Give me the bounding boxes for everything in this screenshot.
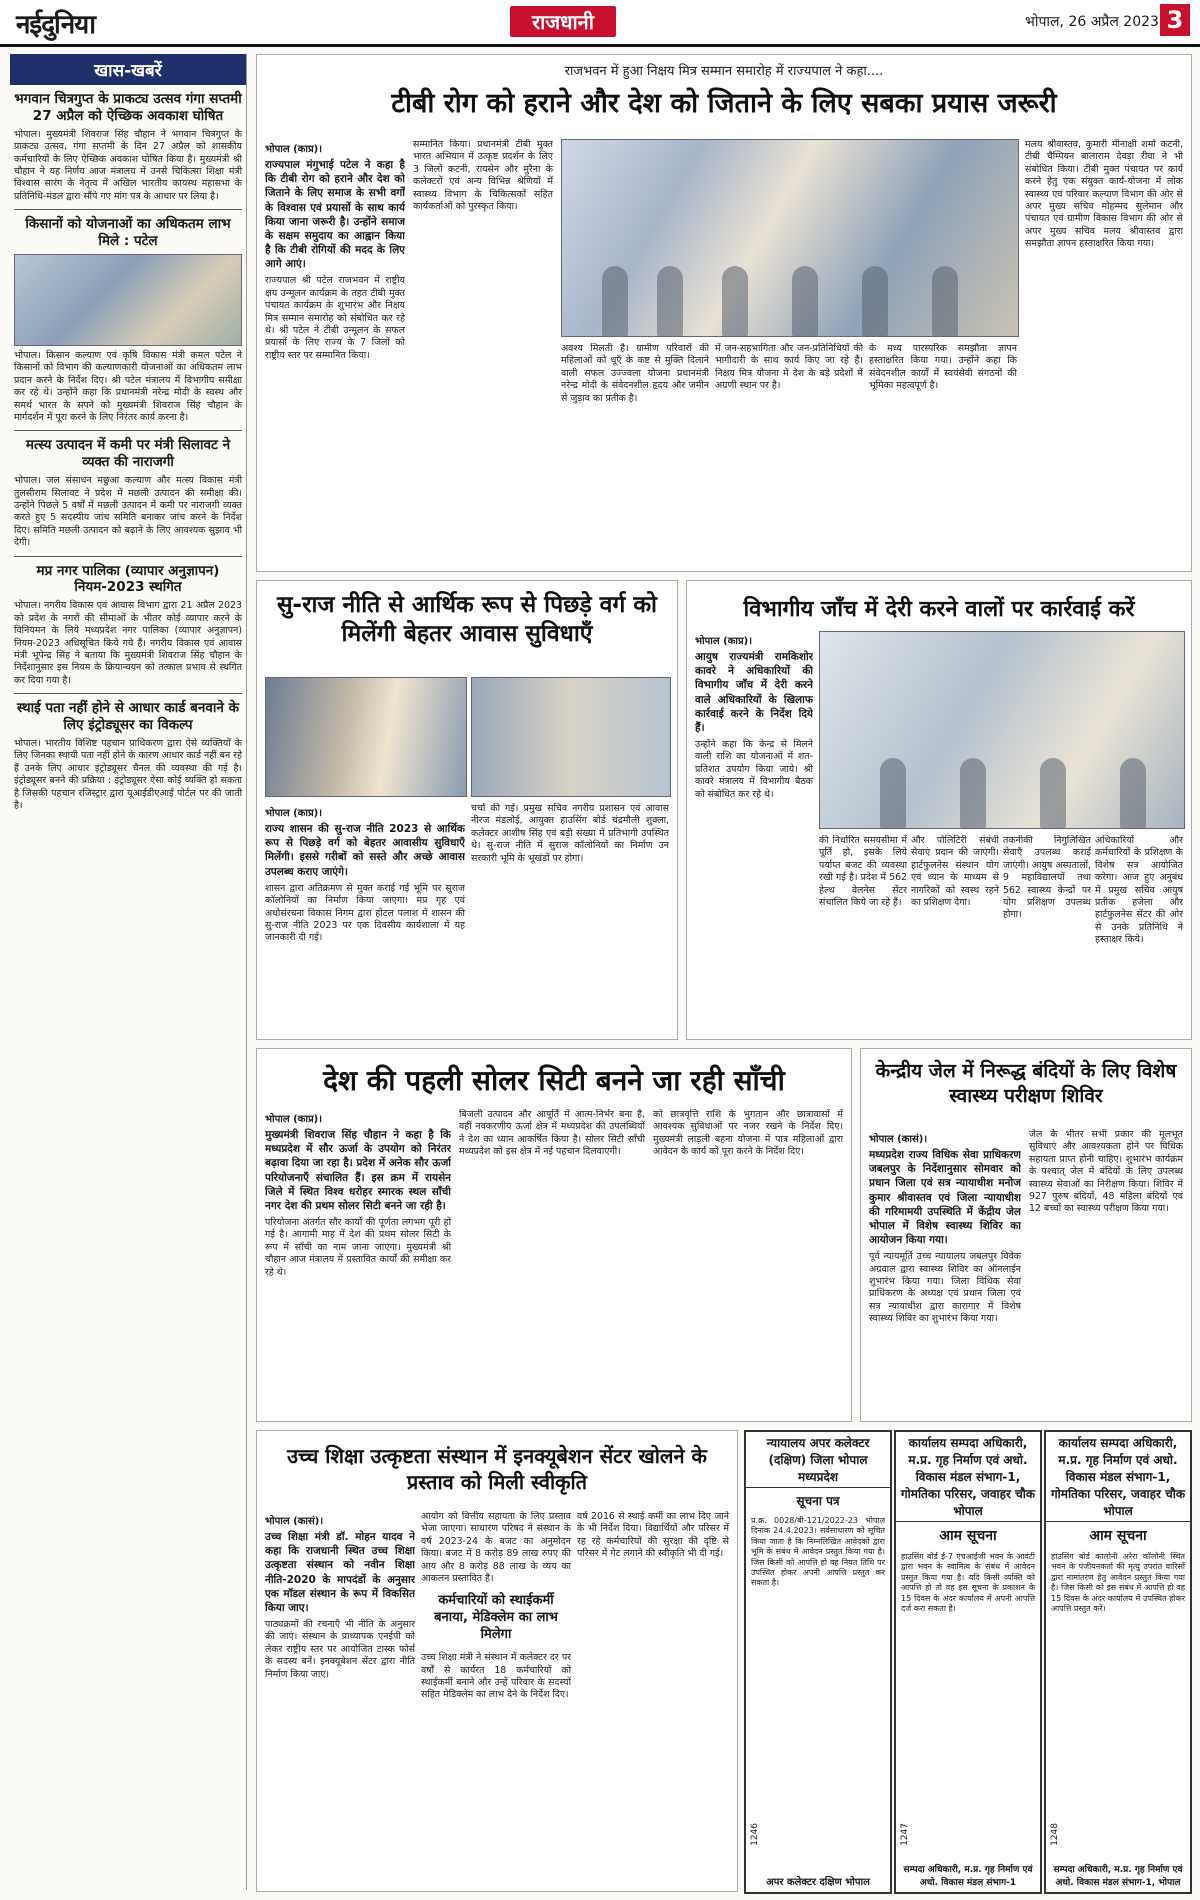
brand-logo: नईदुनिया (16, 10, 95, 40)
body-text: में जन-सहभागिता और जन-प्रतिनिधियों की भागीदारी के साथ कार्य किए जा रहे हैं। निक्षय मित्र योजना में देश के बड़े प्रदेशों में अग्रणी स्थान पर है। (715, 343, 863, 392)
story-column (421, 1511, 571, 1885)
byline: भोपाल (काप्र)। (265, 808, 323, 819)
masthead (0, 0, 1200, 47)
divider (14, 430, 242, 431)
body-text: की निर्धारित समयसीमा में पूर्ति हो, इसके लिये पर्याप्त बजट की व्यवस्था रखी गई है। प्रदेश में 562 हेल्थ वेलनेस सेंटर संचालित किये जा रहे हैं। (819, 835, 907, 909)
kicker: राजभवन में हुआ निक्षय मित्र सम्मान समारोह में राज्यपाल ने कहा.... (564, 64, 884, 79)
lead-paragraph: राज्यपाल मंगुभाई पटेल ने कहा है कि टीबी रोग को हराने और देश को जिताने के लिए समाज के सभी वर्गों के विश्वास एवं प्रयासों के साथ कार्य किया जाना जरूरी है। उन्होंने समाज के सक्षम समुदाय का आह्वान किया है कि टीबी रोगियों की मदद के लिए आगे आएं। (265, 159, 405, 271)
brief-headline: मप्र नगर पालिका (व्यापार अनुज्ञापन) नियम-2023 स्थगित (36, 562, 220, 596)
notice-heading: कार्यालय सम्पदा अधिकारी, म.प्र. गृह निर्माण एवं अधो. विकास मंडल संभाग-1, गोमतिका परिसर, जवाहर चौक भोपाल (896, 1432, 1040, 1522)
notice-signatory: अपर कलेक्टर दक्षिण भोपाल (766, 1877, 870, 1888)
byline: भोपाल (काप्र)। (265, 1114, 323, 1125)
story-column (561, 343, 709, 565)
story-column (1095, 835, 1183, 1033)
story-column (413, 139, 553, 565)
headline: उच्च शिक्षा उत्कृष्टता संस्थान में इनक्यूबेशन सेंटर खोलने के प्रस्ताव को मिली स्वीकृति (287, 1444, 707, 1494)
page-number: 3 (1160, 4, 1190, 36)
headline: सु-राज नीति से आर्थिक रूप से पिछड़े वर्ग को मिलेंगी बेहतर आवास सुविधाएँ (276, 592, 658, 647)
body-text: राज्यपाल श्री पटेल राजभवन में राष्ट्रीय क्षय उन्मूलन कार्यक्रम के तहत टीबी मुक्त पंचायत कार्यक्रम के शुभारंभ और निक्षय मित्र सम्मान समारोह को संबोधित कर रहे थे। श्री पटेल ने टीबी उन्मूलन के सफल प्रयासों के लिए राज्य के 7 जिलों को राष्ट्रीय स्तर पर सम्मानित किया। (265, 275, 405, 361)
body-text: अवश्य मिलती है। ग्रामीण परिवारों की महिलाओं को धूएँ के कष्ट से मुक्ति दिलाने वाली सफल उज्ज्वला योजना प्रधानमंत्री नरेन्द्र मोदी के संवेदनशील हृदय और जमीन से जुड़ाव का प्रतीक है। (561, 343, 709, 404)
notice-subheading: आम सूचना (1089, 1528, 1147, 1544)
brief-headline: स्थाई पता नहीं होने से आधार कार्ड बनवाने के लिए इंट्रोड्यूसर का विकल्प (17, 700, 239, 734)
audience-photo (471, 677, 671, 797)
story-column (869, 343, 1017, 565)
story-column (459, 1109, 645, 1415)
body-text: उच्च शिक्षा मंत्री ने संस्थान में कलेक्टर दर पर वर्षों से कार्यरत 18 कर्मचारियों को स्थाईकर्मी बनाने और उन्हें परिवार के सदस्यों सहित मेडिक्लेम का लाभ देने के निर्देश दिए। (421, 1652, 571, 1701)
ayush-story (686, 580, 1192, 1040)
story-column (265, 139, 405, 565)
lead-story (256, 54, 1192, 572)
story-column (577, 1511, 729, 1885)
divider (14, 693, 242, 694)
body-text: जेल के भीतर सभी प्रकार की मूलभूत सुविधाएं और आवश्यकता होने पर विधिक सहायता प्राप्त होनी चाहिए। शुभारंभ कार्यक्रम के पश्चात् जेल में बंदियों के लिए उपलब्ध स्वास्थ्य सेवाओं का निरीक्षण किया। शिविर में 927 पुरुष बंदियों, 48 महिला बंदियों एवं 12 बच्चों का स्वास्थ्य परीक्षण किया गया। (1029, 1129, 1183, 1215)
lead-paragraph: उच्च शिक्षा मंत्री डॉ. मोहन यादव ने कहा कि राजधानी स्थित उच्च शिक्षा उत्कृष्टता संस्थान को नवीन शिक्षा नीति-2020 के मापदंडों के अनुसार एक मॉडल संस्थान के रूप में विकसित किया जाए। (265, 1531, 415, 1614)
lead-paragraph: राज्य शासन की सु-राज नीति 2023 से आर्थिक रूप से पिछड़े वर्ग को बेहतर आवासीय सुविधाएँ मिलेंगी। इससे गरीबों को सस्ते और अच्छे आवास उपलब्ध कराए जाएंगे। (265, 823, 465, 878)
legal-notice (744, 1430, 892, 1894)
body-text: चर्चा की गई। प्रमुख सचिव नगरीय प्रशासन एवं आवास नीरज मंडलोई, आयुक्त हाउसिंग बोर्ड चंद्रमौली शुक्ला, कलेक्टर आशीष सिंह एवं बड़ी संख्या में प्रतिभागी उपस्थित थे। सु-राज नीति में सुराज कॉलोनियों का निर्माण उन सरकारी भूमि के भूखंडों पर होगा। (471, 803, 669, 864)
brief-body: भोपाल। मुख्यमंत्री शिवराज सिंह चौहान ने भगवान चित्रगुप्त के प्राकट्य उत्सव, गंगा सप्तमी के दिन 27 अप्रैल को शासकीय कर्मचारियों के लिए ऐच्छिक अवकाश घोषित किया है। मुख्यमंत्री श्री चौहान ने यह निर्णय आज मंत्रालय में उनसे चिकित्सा शिक्षा मंत्री विश्वास सारंग के नेतृत्व में अखिल भारतीय कायस्थ महासभा के प्रतिनिधि-मंडल द्वारा सौंपे गए मांग पत्र के आधार पर लिया है। (14, 128, 242, 202)
byline: भोपाल (कासं)। (265, 1516, 324, 1527)
body-text: पूर्व न्यायमूर्ति उच्च न्यायालय जबलपुर विवेक अग्रवाल द्वारा स्वास्थ्य शिविर का ऑनलाईन शुभारंभ किया गया। जिला विधिक सेवा प्राधिकरण के अध्यक्ष एवं प्रधान जिला एवं सत्र न्यायाधीश द्वारा कारागार में विशेष स्वास्थ्य शिविर का शुभारंभ किया गया। (869, 1251, 1021, 1325)
meeting-photo (14, 254, 242, 346)
body-text: के मध्य पारस्परिक समझौता ज्ञापन हस्ताक्षरित किया गया। उन्होंने कहा कि संवेदनशील कार्यों में स्वयंसेवी संगठनों की भूमिका महत्वपूर्ण है। (869, 343, 1017, 392)
divider (14, 209, 242, 210)
headline: विभागीय जाँच में देरी करने वालों पर कार्रवाई करें (743, 597, 1135, 622)
solar-city-story (256, 1048, 852, 1422)
notice-subheading: आम सूचना (939, 1528, 997, 1544)
story-column (265, 803, 465, 1033)
notice-signatory: सम्पदा अधिकारी, म.प्र. गृह निर्माण एवं अधो. विकास मंडल संभाग-1 (903, 1865, 1033, 1888)
byline: भोपाल (कासं)। (869, 1134, 928, 1145)
body-text: अधिकारियों और कर्मचारियों के प्रशिक्षण के विशेष सत्र आयोजित करेगा। आज हुए अनुबंध में प्रमुख सचिव आयुष प्रतीक हजेला और हार्टफुलनेस सेंटर की ओर से उनके प्रतिनिधि ने हस्ताक्षर किये। (1095, 835, 1183, 946)
lead-paragraph: मध्यप्रदेश राज्य विधिक सेवा प्राधिकरण जबलपुर के निर्देशानुसार सोमवार को प्रधान जिला एवं सत्र न्यायाधीश मनोज कुमार श्रीवास्तव एवं जिला न्यायाधीश की गरिमामयी उपस्थिति में केंद्रीय जेल भोपाल में विशेष स्वास्थ्य शिविर का आयोजन किया गया। (869, 1149, 1021, 1247)
main-content (256, 54, 1190, 1890)
notice-body: प्र.क्र. 0028/बी-121/2022-23 भोपाल दिनांक 24.4.2023। सर्वसाधारण को सूचित किया जाता है कि निम्नलिखित आवेदकों द्वारा भूमि के संबंध में आवेदन प्रस्तुत किया गया है। जिस किसी को आपत्ति हो वह नियत तिथि पर उपस्थित होकर अपनी आपत्ति प्रस्तुत कर सकता है। (751, 1516, 885, 1588)
brief-headline: मत्स्य उत्पादन में कमी पर मंत्री सिलावट ने व्यक्त की नाराजगी (25, 437, 231, 471)
lead-paragraph: मुख्यमंत्री शिवराज सिंह चौहान ने कहा है कि मध्यप्रदेश में सौर ऊर्जा के उपयोग को निरंतर बढ़ावा दिया जा रहा है। प्रदेश में अनेक सौर ऊर्जा परियोजनाएँ संचालित हैं। इस क्रम में रायसेन जिले में स्थित विश्व धरोहर स्मारक स्थल साँची नगर देश की प्रथम सोलर सिटी बनने जा रही है। (265, 1129, 451, 1212)
legal-notice (1044, 1430, 1192, 1894)
body-text: परियोजना अंतर्गत सौर कार्यों की पूर्णता लगभग पूरी हो गई है। आगामी माह में देश की प्रथम सोलर सिटी के रूप में साँची का नाम जाना जाएगा। मुख्यमंत्री श्री चौहान आज मंत्रालय में प्रस्तावित कार्यों की समीक्षा कर रहे थे। (265, 1217, 451, 1278)
story-column (911, 835, 999, 1033)
notice-number: 1248 (1050, 1823, 1060, 1846)
higher-education-story (256, 1430, 738, 1892)
notice-number: 1247 (900, 1823, 910, 1846)
section-tag: राजधानी (510, 6, 616, 37)
body-text: बिजली उत्पादन और आपूर्ति में आत्म-निर्भर बना है, वहीं नवकरणीय ऊर्जा क्षेत्र में मध्यप्रदेश की उपलब्धियों ने देश का ध्यान आकर्षित किया है। सोलर सिटी साँची मध्यप्रदेश को इस क्षेत्र में नई पहचान दिलवाएगी। (459, 1109, 645, 1158)
brief-body: भोपाल। किसान कल्याण एवं कृषि विकास मंत्री कमल पटेल ने किसानों को विभाग की कल्याणकारी योजनाओं का अधिकतम लाभ प्रदान करने के निर्देश दिए। श्री पटेल मंत्रालय में विभागीय समीक्षा कर रहे थे। उन्होंने कहा कि प्रधानमंत्री नरेन्द्र मोदी के स्वस्थ और समर्थ भारत के सपने को मुख्यमंत्री शिवराज सिंह चौहान के मार्गदर्शन में पूरा करने के लिए निरंतर कार्य करना है। (14, 349, 242, 423)
story-column (1025, 139, 1183, 565)
byline: भोपाल (काप्र)। (695, 636, 753, 647)
divider (14, 556, 242, 557)
brief-body: भोपाल। नगरीय विकास एवं आवास विभाग द्वारा 21 अप्रैल 2023 को प्रदेश के नगरों की सीमाओं के भीतर कोई व्यापार करने के विनियमन के लिये मध्यप्रदेश नगर पालिका (व्यापार अनुज्ञापन) नियम-2023 अधिसूचित किये गये हैं। नगरीय विकास एवं आवास मंत्री भूपेन्द्र सिंह ने बताया कि मुख्यमंत्री शिवराज सिंह चौहान के निर्देशानुसार इस नियम के क्रियान्वयन को तत्काल प्रभाव से स्थगित कर दिया गया है। (14, 600, 242, 686)
notice-heading: न्यायालय अपर कलेक्टर (दक्षिण) जिला भोपाल मध्यप्रदेश (746, 1432, 890, 1488)
body-text: को छात्रवृत्ति राशि के भुगतान और छात्रावासों में आवश्यक सुविधाओं पर नजर रखने के निर्देश दिए। मुख्यमंत्री लाड़ली बहना योजना में पात्र महिलाओं द्वारा आवेदन के कार्य को पूरा करने के निर्देश दिए। (653, 1109, 843, 1158)
story-column (265, 1511, 415, 1885)
body-text: और पोलिटिरी संबंधी सेवाएं प्रदान की जाएंगी। हार्टफुलनेस संस्थान योग एवं ध्यान के माध्यम से नागरिकों को स्वस्थ रहने का प्रशिक्षण देगा। (911, 835, 999, 909)
lead-paragraph: आयुष राज्यमंत्री रामकिशोर कावरे ने अधिकारियों की विभागीय जाँच में देरी करने वाले अधिकारियों के खिलाफ कार्रवाई करने के निर्देश दिये हैं। (695, 651, 813, 734)
body-text: आयोग को वित्तीय सहायता के लिए प्रस्ताव भेजा जाएगा। साधारण परिषद ने संस्थान के वर्ष 2023-24 के बजट का अनुमोदन किया। बजट में 8 करोड़ 89 लाख रुपए की आय और 8 करोड़ 88 लाख के व्यय का आकलन प्रस्तावित है। (421, 1511, 571, 1585)
workshop-photo (265, 677, 467, 797)
notice-number: 1246 (750, 1823, 760, 1846)
headline: केन्द्रीय जेल में निरूद्ध बंदियों के लिए विशेष स्वास्थ्य परीक्षण शिविर (875, 1060, 1177, 1107)
byline: भोपाल (काप्र)। (265, 144, 323, 155)
housing-story (256, 580, 678, 1040)
brief-body: भोपाल। जल संसाधन मछुआ कल्याण और मत्स्य विकास मंत्री तुलसीराम सिलावट ने प्रदेश में मछली उत्पादन की समीक्षा की। उन्होंने पिछले 5 वर्षों में मछली उत्पादन में कमी पर नाराजगी व्यक्त करते हुए 5 सदस्यीय जांच समिति बनाकर जांच करने के निर्देश दिए। समिति मछली उत्पादन को बढ़ाने के लिए आवश्यक सुझाव भी देगी। (14, 475, 242, 549)
notice-subheading: सूचना पत्र (796, 1494, 840, 1508)
story-column (653, 1109, 843, 1415)
story-column (1003, 835, 1091, 1033)
story-column (715, 343, 863, 565)
brief-headline: किसानों को योजनाओं का अधिकतम लाभ मिले : पटेल (25, 216, 231, 250)
body-text: वर्ष 2016 से स्थाई कर्मी का लाभ दिए जाने के भी निर्देश दिया। विद्यार्थियों और परिसर में रह रहे कर्मचारियों की सुरक्षा की दृष्टि से परिसर में गेट लगाने की स्वीकृति भी दी गई। (577, 1511, 729, 1560)
body-text: शासन द्वारा अतिक्रमण से मुक्त कराई गई भूमि पर सुराज कॉलोनियों का निर्माण किया जाएगा। मप्र गृह एवं अधोसंरचना विकास निगम द्वारा होटल पलाश में शासन की सु-राज नीति 2023 पर एक दिवसीय कार्यशाला में यह जानकारी दी गई। (265, 882, 465, 944)
sidebar-briefs (10, 54, 247, 1890)
meeting-photo (819, 631, 1185, 829)
notice-signatory: सम्पदा अधिकारी, म.प्र. गृह निर्माण एवं अधो. विकास मंडल संभाग-1, भोपाल (1053, 1865, 1183, 1888)
story-column (695, 631, 813, 1033)
notice-heading: कार्यालय सम्पदा अधिकारी, म.प्र. गृह निर्माण एवं अधो. विकास मंडल संभाग-1, गोमतिका परिसर, जवाहर चौक भोपाल (1046, 1432, 1190, 1522)
legal-notice (894, 1430, 1042, 1894)
headline: देश की पहली सोलर सिटी बनने जा रही साँची (323, 1064, 785, 1097)
subheadline: कर्मचारियों को स्थाईकर्मी बनाया, मेडिक्लेम का लाभ मिलेगा (434, 1593, 558, 1643)
body-text: पाठ्यक्रमों की रचनाएँ भी नीति के अनुसार की जाएं। संस्थान के प्राध्यापक एनईपी को लेकर राष्ट्रीय स्तर पर आयोजित टास्क फोर्स के सदस्य बनें। इनक्यूबेशन सेंटर द्वारा नीति निर्माण किया जाए। (265, 1619, 415, 1680)
ceremony-photo (561, 139, 1019, 337)
story-column (1029, 1129, 1183, 1415)
body-text: सम्मानित किया। प्रधानमंत्री टीबी मुक्त भारत अभियान में उत्कृष्ट प्रदर्शन के लिए 3 जिलों कटनी, रायसेन और मुरैना के कलेक्टरों एवं अन्य विभिन्न श्रेणियों में स्वास्थ्य विभाग के चिकित्सकों सहित कार्यकर्ताओं को पुरस्कृत किया। (413, 139, 553, 213)
notice-body: हाउसिंग बोर्ड कालोनी अरेरा कॉलोनी स्थित भवन के पंजीयनकर्ता की मृत्यु उपरांत वारिसों द्वारा नामांतरण हेतु आवेदन प्रस्तुत किया गया है। जिस किसी को इस संबंध में आपत्ति हो वह 15 दिवस के अंदर कार्यालय में उपस्थित होकर आपत्ति प्रस्तुत करें। (1051, 1552, 1185, 1613)
headline: टीबी रोग को हराने और देश को जिताने के लिए सबका प्रयास जरूरी (391, 88, 1057, 119)
story-column (265, 1109, 451, 1415)
sidebar-title: खास-खबरें (10, 54, 246, 85)
notice-body: हाउसिंग बोर्ड ई-7 एचआईजी भवन के आवंटी द्वारा भवन के स्वामित्व के संबंध में आवेदन प्रस्तुत किया गया है। यदि किसी व्यक्ति को आपत्ति हो तो वह इस सूचना के प्रकाशन के 15 दिवस के अंदर कार्यालय में अपनी आपत्ति दर्ज करा सकता है। (901, 1552, 1035, 1613)
story-column (869, 1129, 1021, 1415)
body-text: मलय श्रीवास्तव, कुमारी मीनाक्षी शर्मा कटनी, टीबी चैम्पियन बालाराम देवड़ा रीवा ने भी संबोधित किया। टीबी मुक्त पंचायत पर कार्य करने हेतु एक संयुक्त कार्य-योजना में लोक स्वास्थ्य एवं परिवार कल्याण विभाग की ओर से अपर मुख्य सचिव मोहम्मद सुलेमान और पंचायत एवं ग्रामीण विकास विभाग की ओर से अपर मुख्य सचिव मलय श्रीवास्तव द्वारा समझौता ज्ञापन हस्ताक्षरित किया गया। (1025, 139, 1183, 250)
dateline: भोपाल, 26 अप्रैल 2023 (1025, 14, 1159, 30)
body-text: उन्होंने कहा कि केन्द्र से मिलने वाली राशि का योजनाओं में शत-प्रतिशत उपयोग किया जाये। श्री कावरे मंत्रालय में विभागीय बैठक को संबोधित कर रहे थे। (695, 739, 813, 800)
brief-body: भोपाल। भारतीय विशिष्ट पहचान प्राधिकरण द्वारा ऐसे व्यक्तियों के लिए जिनका स्थायी पता नहीं होने के कारण आधार कार्ड नहीं बन रहे हैं उनके लिए आधार इंट्रोड्यूसर चैनल की व्यवस्था की गई है। इंट्रोड्यूसर बनने की प्रक्रिया : इंट्रोड्यूसर ऐसा कोई व्यक्ति हो सकता है जिसकी पहचान रजिस्ट्रार द्वारा यूआईडीएआई पोर्टल पर की जाती है। (14, 737, 242, 811)
jail-health-camp-story (860, 1048, 1192, 1422)
brief-headline: भगवान चित्रगुप्त के प्राकट्य उत्सव गंगा सप्तमी 27 अप्रैल को ऐच्छिक अवकाश घोषित (14, 91, 242, 124)
body-text: तकनीकी निगुलिखित सेवाएँ उपलब्ध कराई जाएंगी। आयुष अस्पतालों, 9 महाविद्यालयों तथा 562 स्वास्थ्य केन्द्रों पर योग प्रशिक्षण उपलब्ध होगा। (1003, 835, 1091, 921)
story-column (471, 803, 669, 1033)
story-column (819, 835, 907, 1033)
